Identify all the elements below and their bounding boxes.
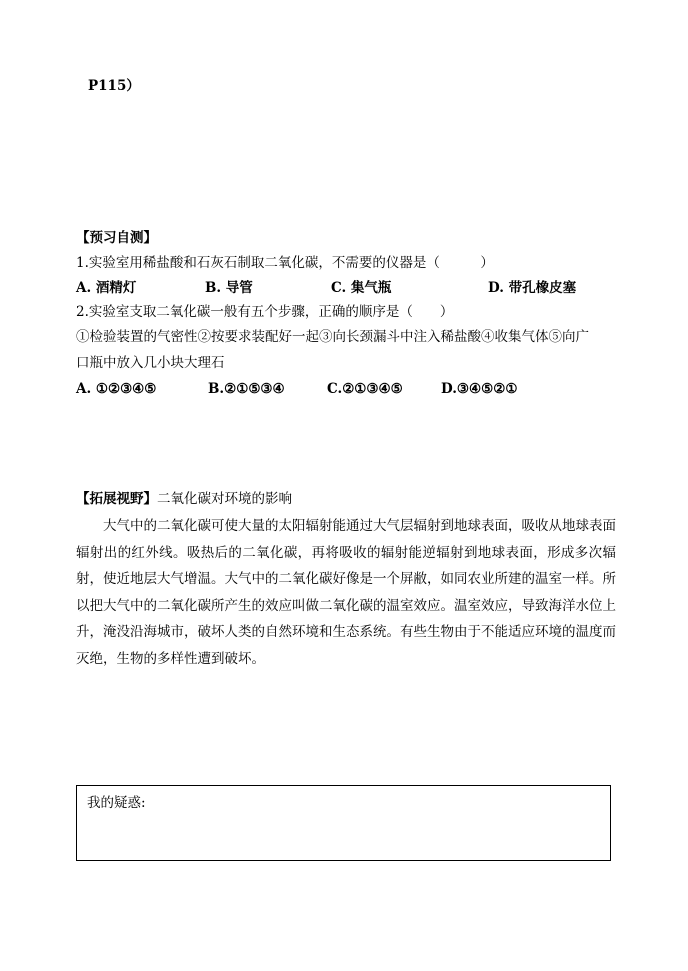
- q2-option-b: B.②①⑤③④: [208, 381, 285, 397]
- q2-option-a: A. ①②③④⑤: [76, 381, 157, 397]
- question-2-stem: 2.实验室支取二氧化碳一般有五个步骤，正确的顺序是（ ）: [76, 304, 454, 320]
- extended-view-paragraph: 大气中的二氧化碳可使大量的太阳辐射能通过大气层辐射到地球表面，吸收从地球表面辐射出的红外线。吸热后的二氧化碳，再将吸收的辐射能逆辐射到地球表面，形成多次辐射，使近地层大气增温。大气中的二氧化碳好像是一个屏敝，如同农业所建的温室一样。所以把大气中的二氧化碳所产生的效应叫做二氧化碳的温室效应。温室效应，导致海洋水位上升，淹没沿海城市，破坏人类的自然环境和生态系统。有些生物由于不能适应环境的温度而灭绝，生物的多样性遭到破坏。: [76, 518, 616, 667]
- extended-view-subtitle: 二氧化碳对环境的影响: [157, 491, 292, 507]
- question-1-stem: 1.实验室用稀盐酸和石灰石制取二氧化碳，不需要的仪器是（ ）: [76, 255, 494, 271]
- notes-label: 我的疑惑:: [87, 795, 146, 811]
- q1-option-d: D. 带孔橡皮塞: [488, 280, 577, 296]
- q1-option-b: B. 导管: [205, 280, 253, 296]
- extended-view-bracket: 【拓展视野】: [76, 491, 157, 507]
- q1-option-c: C. 集气瓶: [331, 280, 392, 296]
- q1-option-a: A. 酒精灯: [76, 280, 137, 296]
- q2-option-d: D.③④⑤②①: [441, 381, 518, 397]
- extended-view-title: [76, 493, 292, 507]
- q2-option-c: C.②①③④⑤: [327, 381, 403, 397]
- preview-test-title: 【预习自测】: [76, 230, 157, 246]
- page-reference: P115）: [88, 78, 140, 94]
- notes-box: [76, 785, 611, 861]
- question-2-steps-line-1: ①检验装置的气密性②按要求装配好一起③向长颈漏斗中注入稀盐酸④收集气体⑤向广: [76, 329, 589, 345]
- question-2-steps-line-2: 口瓶中放入几小块大理石: [76, 355, 225, 371]
